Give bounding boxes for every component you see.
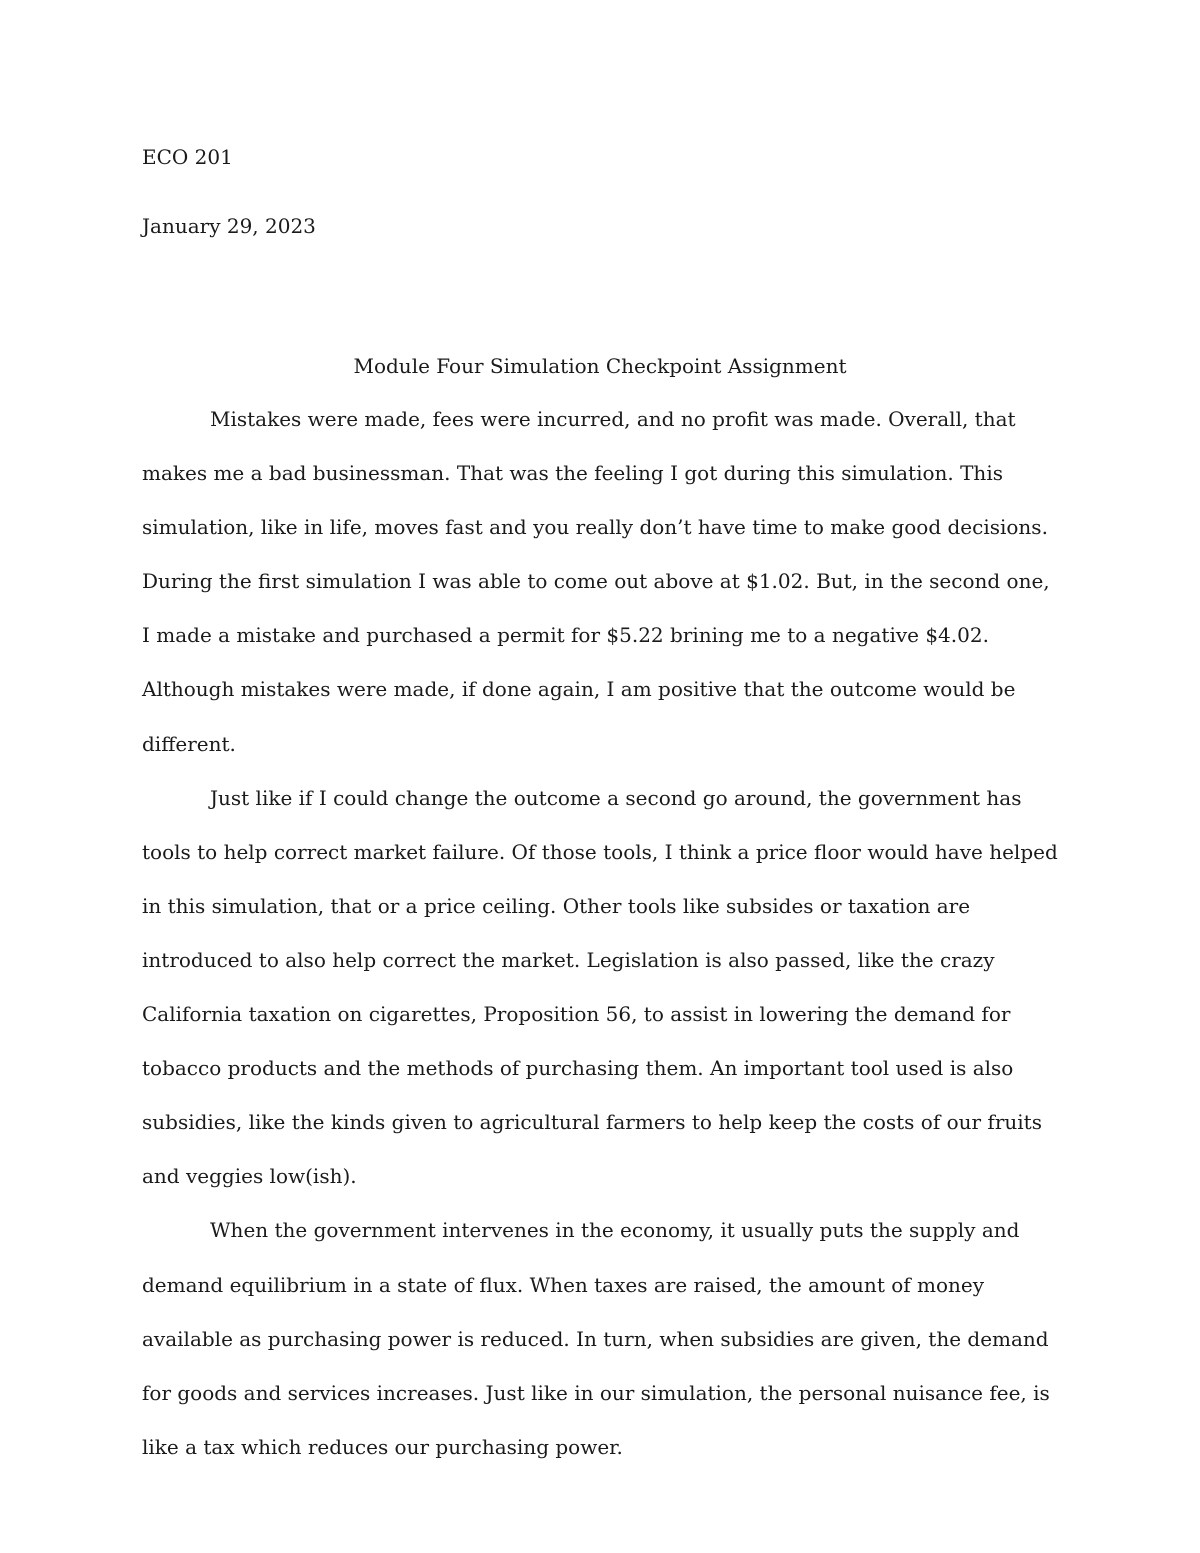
document-body xyxy=(142,392,1058,1474)
document-title: Module Four Simulation Checkpoint Assignment xyxy=(353,354,847,378)
course-code: ECO 201 xyxy=(142,145,233,169)
body-paragraph: When the government intervenes in the economy, it usually puts the supply and demand equilibrium in a state of flux. When taxes are raised, the amount of money available as purchasing power is reduced. In turn, when subsidies are given, the demand for goods and services increases. Just like in our simulation, the personal nuisance fee, is like a tax which reduces our purchasing power. xyxy=(142,1218,1050,1459)
assignment-date: January 29, 2023 xyxy=(142,214,316,238)
body-paragraph: Just like if I could change the outcome a second go around, the government has tools to help correct market failure. Of those tools, I think a price floor would have helped in this simulation, that or a price ceiling. Other tools like subsides or taxation are introduced to also help correct the market. Legislation is also passed, like the crazy California taxation on cigarettes, Proposition 56, to assist in lowering the demand for tobacco products and the methods of purchasing them. An important tool used is also subsidies, like the kinds given to agricultural farmers to help keep the costs of our fruits and veggies low(ish). xyxy=(142,785,1058,1189)
body-paragraph: Mistakes were made, fees were incurred, and no profit was made. Overall, that makes me a bad businessman. That was the feeling I got during this simulation. This simulation, like in life, moves fast and you really don’t have time to make good decisions. During the first simulation I was able to come out above at $1.02. But, in the second one, I made a mistake and purchased a permit for $5.22 brining me to a negative $4.02. Although mistakes were made, if done again, I am positive that the outcome would be different. xyxy=(142,407,1050,756)
